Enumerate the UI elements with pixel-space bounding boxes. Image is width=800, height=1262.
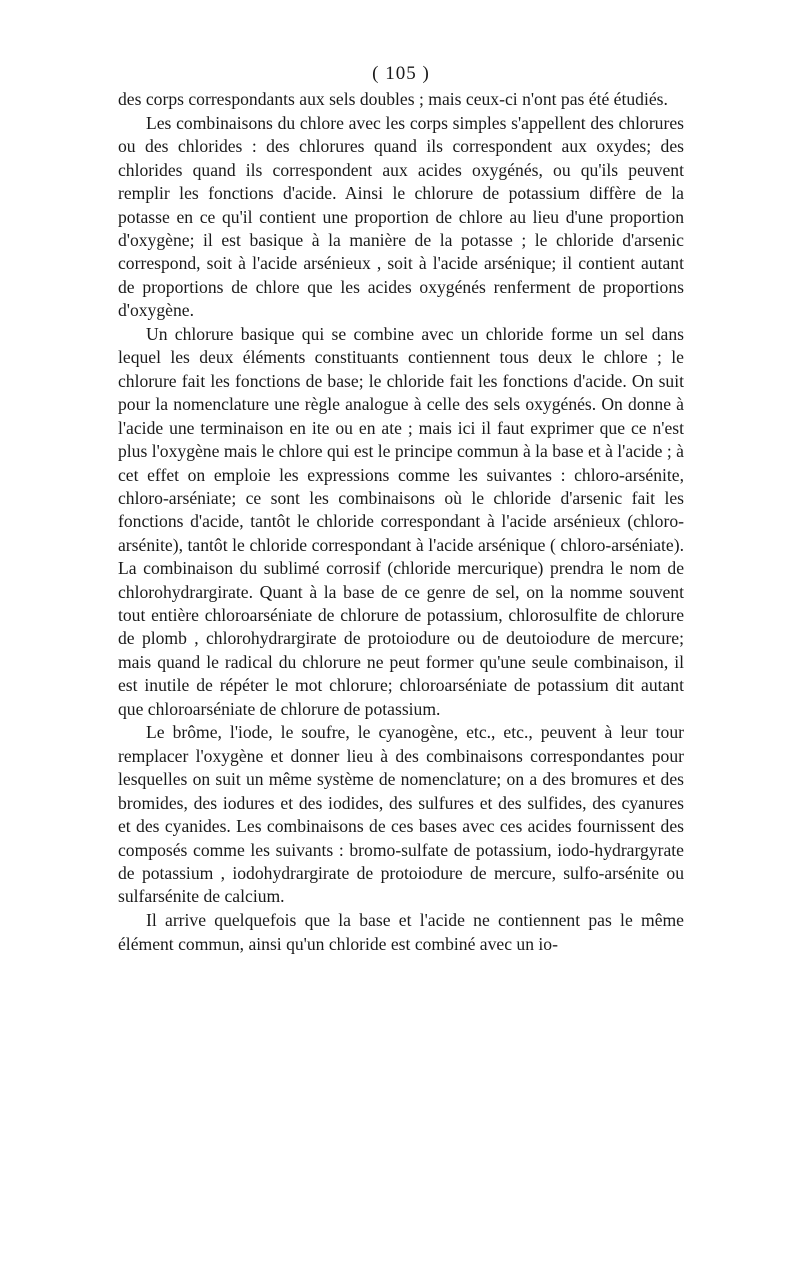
page bbox=[118, 60, 684, 956]
paragraph-bromine-iodine: Le brôme, l'iode, le soufre, le cyanogène, etc., etc., peuvent à leur tour remplacer l'oxygène et donner lieu à des combinaisons correspondantes pour lesquelles on suit un même système de nomenclature; on a des bromures et des bromides, des iodures et des iodides, des sulfures et des sulfides, des cyanures et des cyanides. Les combinaisons de ces bases avec ces acides fournissent des composés comme les suivants : bromo-sulfate de potassium, iodo-hydrargyrate de potassium , iodohydrargirate de protoiodure de mercure, sulfo-arsénite ou sulfarsénite de calcium. bbox=[118, 722, 684, 907]
paragraph-chlorine-compounds: Les combinaisons du chlore avec les corps simples s'appellent des chlorures ou des chlorides : des chlorures quand ils correspondent aux oxydes; des chlorides quand ils correspondent aux acides oxygénés, ou qu'ils peuvent remplir les fonctions d'acide. Ainsi le chlorure de potassium diffère de la potasse en ce qu'il contient une proportion de chlore au lieu d'une proportion d'oxygène; il est basique à la manière de la potasse ; le chloride d'arsenic correspond, soit à l'acide arsénieux , soit à l'acide arsénique; il contient autant de proportions de chlore que les acides oxygénés renferment de proportions d'oxygène. bbox=[118, 112, 684, 321]
paragraph-chloride-salts: Un chlorure basique qui se combine avec un chloride forme un sel dans lequel les deux éléments constituants contiennent tous deux le chlore ; le chlorure fait les fonctions de base; le chloride fait les fonctions d'acide. On suit pour la nomenclature une règle analogue à celle des sels oxygénés. On donne à l'acide une terminaison en ite ou en ate ; mais ici il faut exprimer que ce n'est plus l'oxygène mais le chlore qui est le principe commun à la base et à l'acide ; à cet effet on emploie les expressions comme les suivantes : chloro-arsénite, chloro-arséniate; ce sont les combinaisons où le chloride d'arsenic fait les fonctions d'acide, tantôt le chloride correspondant à l'acide arsénieux (chloro-arsénite), tantôt le chloride correspondant à l'acide arsénique ( chloro-arséniate). La combinaison du sublimé corrosif (chloride mercurique) prendra le nom de chlorohydrargirate. Quant à la base de ce genre de sel, on la nomme souvent tout entière chloroarséniate de chlorure de potassium, chlorosulfite de chlorure de plomb , chlorohydrargirate de protoiodure ou de deutoiodure de mercure; mais quand le radical du chlorure ne peut former qu'une seule combinaison, il est inutile de répéter le mot chlorure; chloroarséniate de potassium dit autant que chloroarséniate de chlorure de potassium. bbox=[118, 324, 684, 719]
page-number: ( 105 ) bbox=[372, 63, 430, 84]
paragraph-continuation: des corps correspondants aux sels doubles ; mais ceux-ci n'ont pas été étudiés. bbox=[118, 89, 668, 109]
paragraph-mixed-elements: Il arrive quelquefois que la base et l'acide ne contiennent pas le même élément commun, ainsi qu'un chloride est combiné avec un io- bbox=[118, 910, 684, 954]
